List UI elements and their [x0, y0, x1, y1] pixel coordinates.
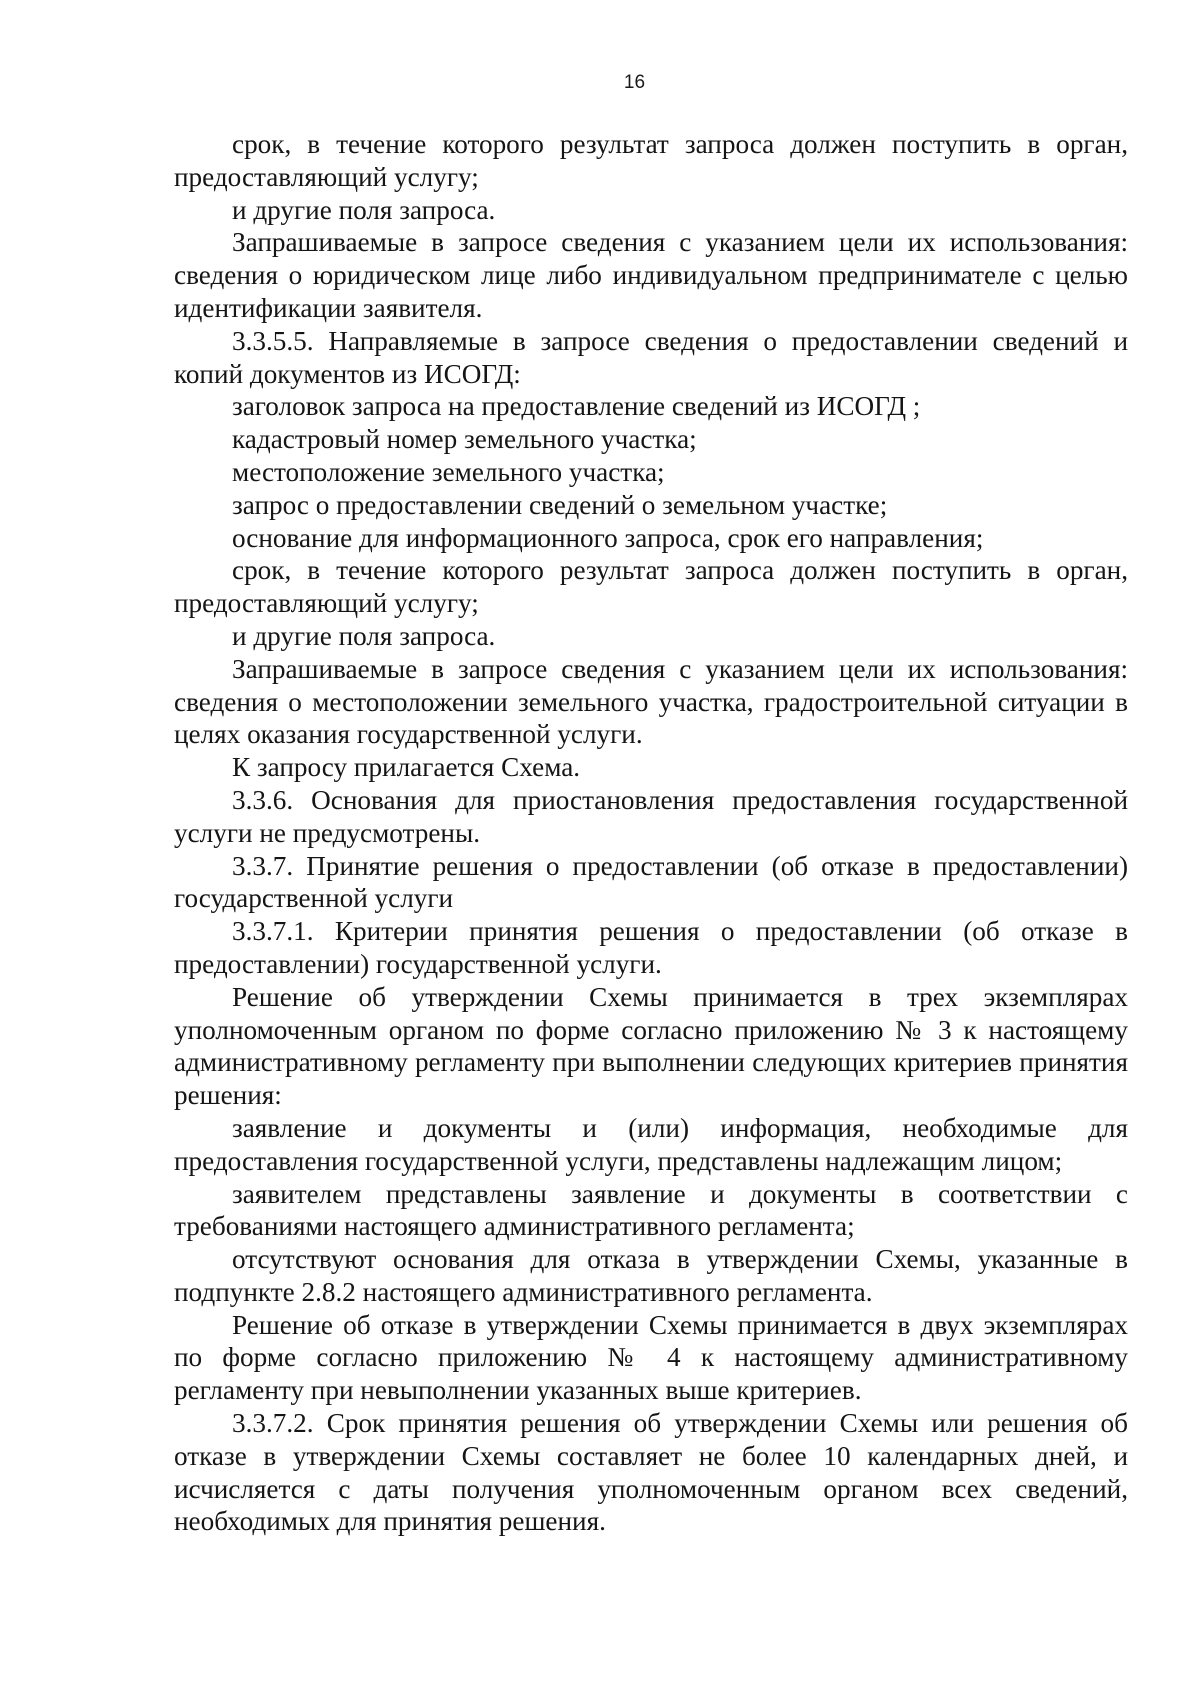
paragraph: срок, в течение которого результат запроса должен поступить в орган, предоставляющий услугу;	[174, 555, 1128, 619]
paragraph: и другие поля запроса.	[232, 620, 496, 651]
paragraph: Запрашиваемые в запросе сведения с указанием цели их использования: сведения о местоположении земельного участка, градостроительной ситуации в целях оказания государственной услуги.	[174, 653, 1128, 750]
paragraph: К запросу прилагается Схема.	[232, 752, 581, 783]
paragraph: отсутствуют основания для отказа в утверждении Схемы, указанные в подпункте 2.8.2 настоящего административного регламента.	[174, 1244, 1128, 1307]
paragraph: заголовок запроса на предоставление сведений из ИСОГД ;	[232, 391, 921, 422]
document-body	[174, 128, 1128, 1538]
paragraph: 3.3.7.1. Критерии принятия решения о предоставлении (об отказе в предоставлении) государственной услуги.	[174, 916, 1128, 979]
paragraph: заявителем представлены заявление и документы в соответствии с требованиями настоящего административного регламента;	[174, 1178, 1128, 1242]
paragraph: Решение об утверждении Схемы принимается в трех экземплярах уполномоченным органом по форме согласно приложению № 3 к настоящему административному регламенту при выполнении следующих критериев принятия решения:	[174, 981, 1128, 1111]
paragraph: 3.3.7. Принятие решения о предоставлении (об отказе в предоставлении) государственной услуги	[174, 850, 1128, 914]
paragraph: местоположение земельного участка;	[232, 456, 665, 487]
paragraph: 3.3.7.2. Срок принятия решения об утверждении Схемы или решения об отказе в утверждении Схемы составляет не более 10 календарных дней, и исчисляется с даты получения уполномоченным органом всех сведений, необходимых для принятия решения.	[174, 1408, 1128, 1537]
paragraph: 3.3.6. Основания для приостановления предоставления государственной услуги не предусмотрены.	[174, 784, 1128, 848]
paragraph: заявление и документы и (или) информация, необходимые для предоставления государственной услуги, представлены надлежащим лицом;	[174, 1112, 1128, 1176]
paragraph: и другие поля запроса.	[232, 194, 496, 225]
paragraph: Решение об отказе в утверждении Схемы принимается в двух экземплярах по форме согласно приложению № 4 к настоящему административному регламенту при невыполнении указанных выше критериев.	[174, 1309, 1128, 1406]
paragraph: основание для информационного запроса, срок его направления;	[232, 522, 984, 553]
paragraph: запрос о предоставлении сведений о земельном участке;	[232, 489, 888, 520]
page-number: 16	[623, 72, 646, 93]
paragraph: Запрашиваемые в запросе сведения с указанием цели их использования: сведения о юридическом лице либо индивидуальном предпринимателе с целью идентификации заявителя.	[174, 227, 1128, 323]
paragraph: 3.3.5.5. Направляемые в запросе сведения о предоставлении сведений и копий документов из ИСОГД:	[174, 325, 1128, 389]
paragraph: кадастровый номер земельного участка;	[232, 424, 697, 455]
paragraph: срок, в течение которого результат запроса должен поступить в орган, предоставляющий услугу;	[174, 129, 1128, 192]
